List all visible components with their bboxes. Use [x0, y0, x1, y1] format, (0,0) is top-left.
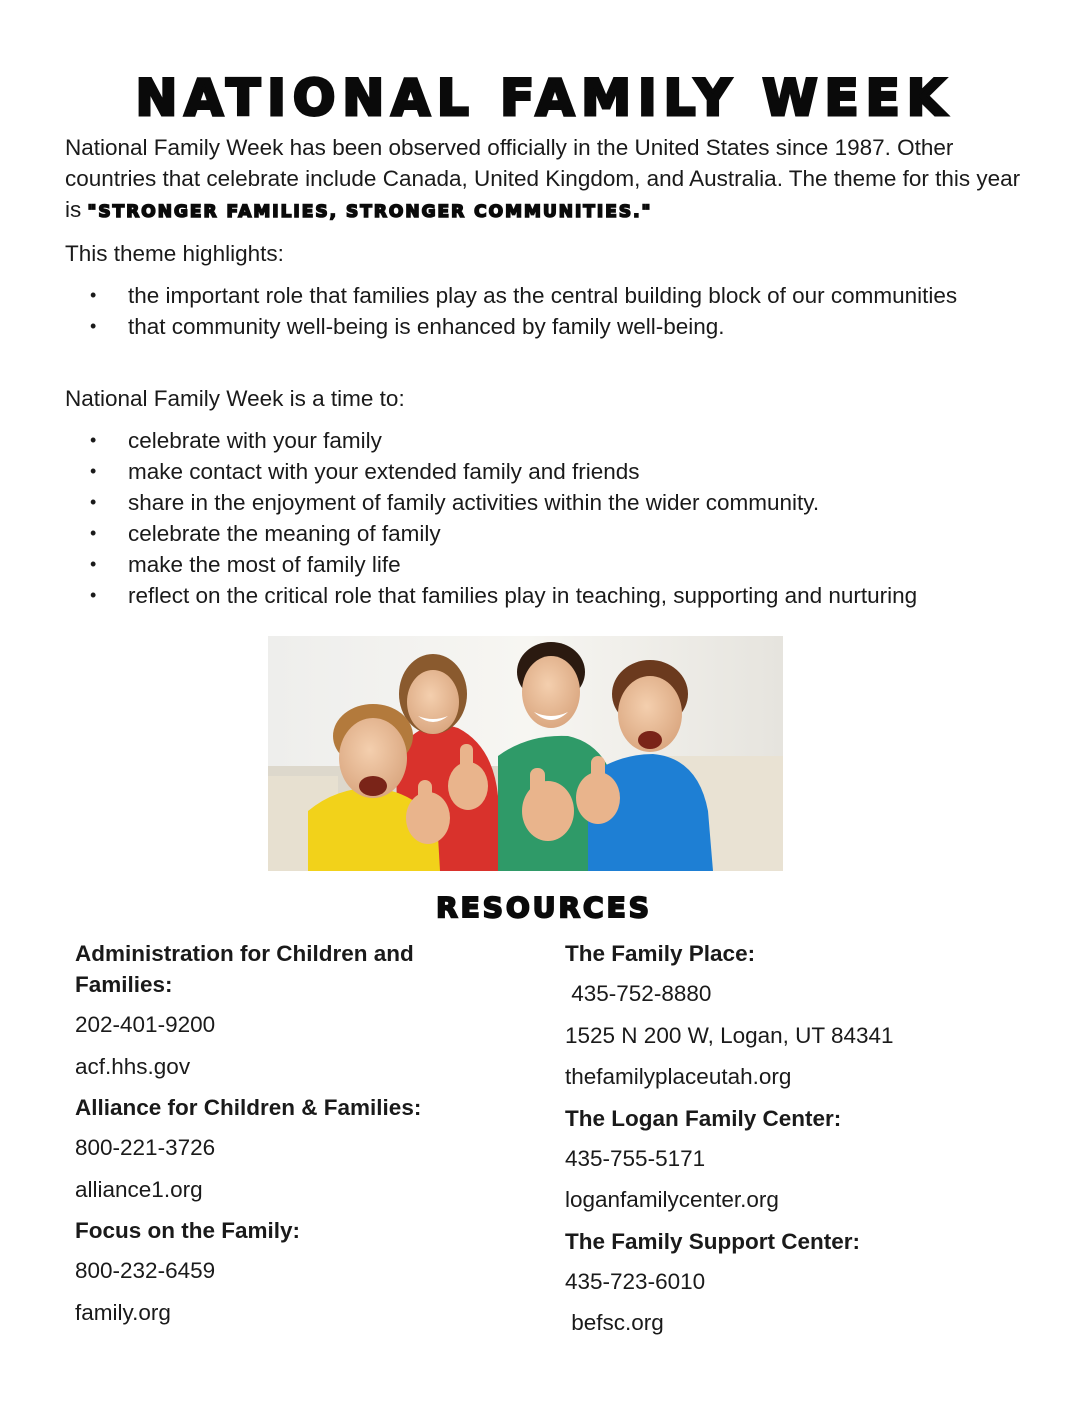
list-item: • reflect on the critical role that families play in teaching, supporting and nurturing — [65, 580, 1025, 611]
resource-org-name: The Family Support Center: — [565, 1228, 861, 1254]
resource-website: thefamilyplaceutah.org — [565, 1064, 792, 1089]
theme-quote: "STRONGER FAMILIES, STRONGER COMMUNITIES." — [87, 202, 653, 222]
list-item: • share in the enjoyment of family activities within the wider community. — [65, 487, 1025, 518]
resource-website: befsc.org — [565, 1310, 664, 1335]
list-item: • celebrate with your family — [65, 425, 1025, 456]
resource-website: alliance1.org — [75, 1176, 203, 1202]
bullet-glyph: • — [90, 285, 97, 305]
resource-org-name: Administration for Children and Families: — [75, 941, 414, 997]
bullet-glyph: • — [90, 492, 97, 512]
resource-org-name: The Logan Family Center: — [565, 1105, 842, 1131]
resources-right-column — [565, 938, 1025, 1349]
intro-text: National Family Week has been observed officially in the United States since 1987. Other countries that celebrate include Canada, United Kingdom, and Australia. The theme for this year is — [65, 135, 1021, 222]
time-to-lead: National Family Week is a time to: — [65, 386, 405, 411]
bullet-glyph: • — [90, 523, 97, 543]
page-title: NATIONAL FAMILY WEEK — [135, 69, 953, 127]
resource-phone: 435-723-6010 — [565, 1268, 706, 1294]
resource-phone: 435-755-5171 — [565, 1145, 706, 1171]
resource-org-name: Focus on the Family: — [75, 1218, 301, 1243]
time-to-list — [65, 425, 1025, 611]
intro-paragraph — [65, 132, 1025, 228]
resource-website: family.org — [75, 1299, 171, 1325]
resource-address: 1525 N 200 W, Logan, UT 84341 — [565, 1022, 894, 1048]
list-item: • celebrate the meaning of family — [65, 518, 1025, 549]
resource-phone: 800-232-6459 — [75, 1258, 216, 1283]
resource-website: loganfamilycenter.org — [565, 1187, 779, 1212]
resource-phone: 800-221-3726 — [75, 1135, 216, 1160]
resource-org-name: The Family Place: — [565, 941, 756, 966]
resource-website: acf.hhs.gov — [75, 1053, 191, 1079]
bullet-glyph: • — [90, 554, 97, 574]
resources-title: RESOURCES — [436, 891, 652, 924]
bullet-glyph: • — [90, 461, 97, 481]
list-item: • make contact with your extended family and friends — [65, 456, 1025, 487]
bullet-glyph: • — [90, 430, 97, 450]
resource-phone: 435-752-8880 — [565, 981, 712, 1006]
family-photo — [268, 636, 783, 871]
bullet-glyph: • — [90, 316, 97, 336]
list-item: • make the most of family life — [65, 549, 1025, 580]
list-item: • the important role that families play as the central building block of our communities — [65, 280, 1025, 311]
resources-left-column — [75, 938, 505, 1338]
resource-phone: 202-401-9200 — [75, 1012, 216, 1037]
bullet-glyph: • — [90, 585, 97, 605]
highlights-lead: This theme highlights: — [65, 241, 284, 266]
list-item: • that community well-being is enhanced by family well-being. — [65, 311, 1025, 342]
highlights-list — [65, 280, 1025, 342]
resource-org-name: Alliance for Children & Families: — [75, 1095, 422, 1120]
